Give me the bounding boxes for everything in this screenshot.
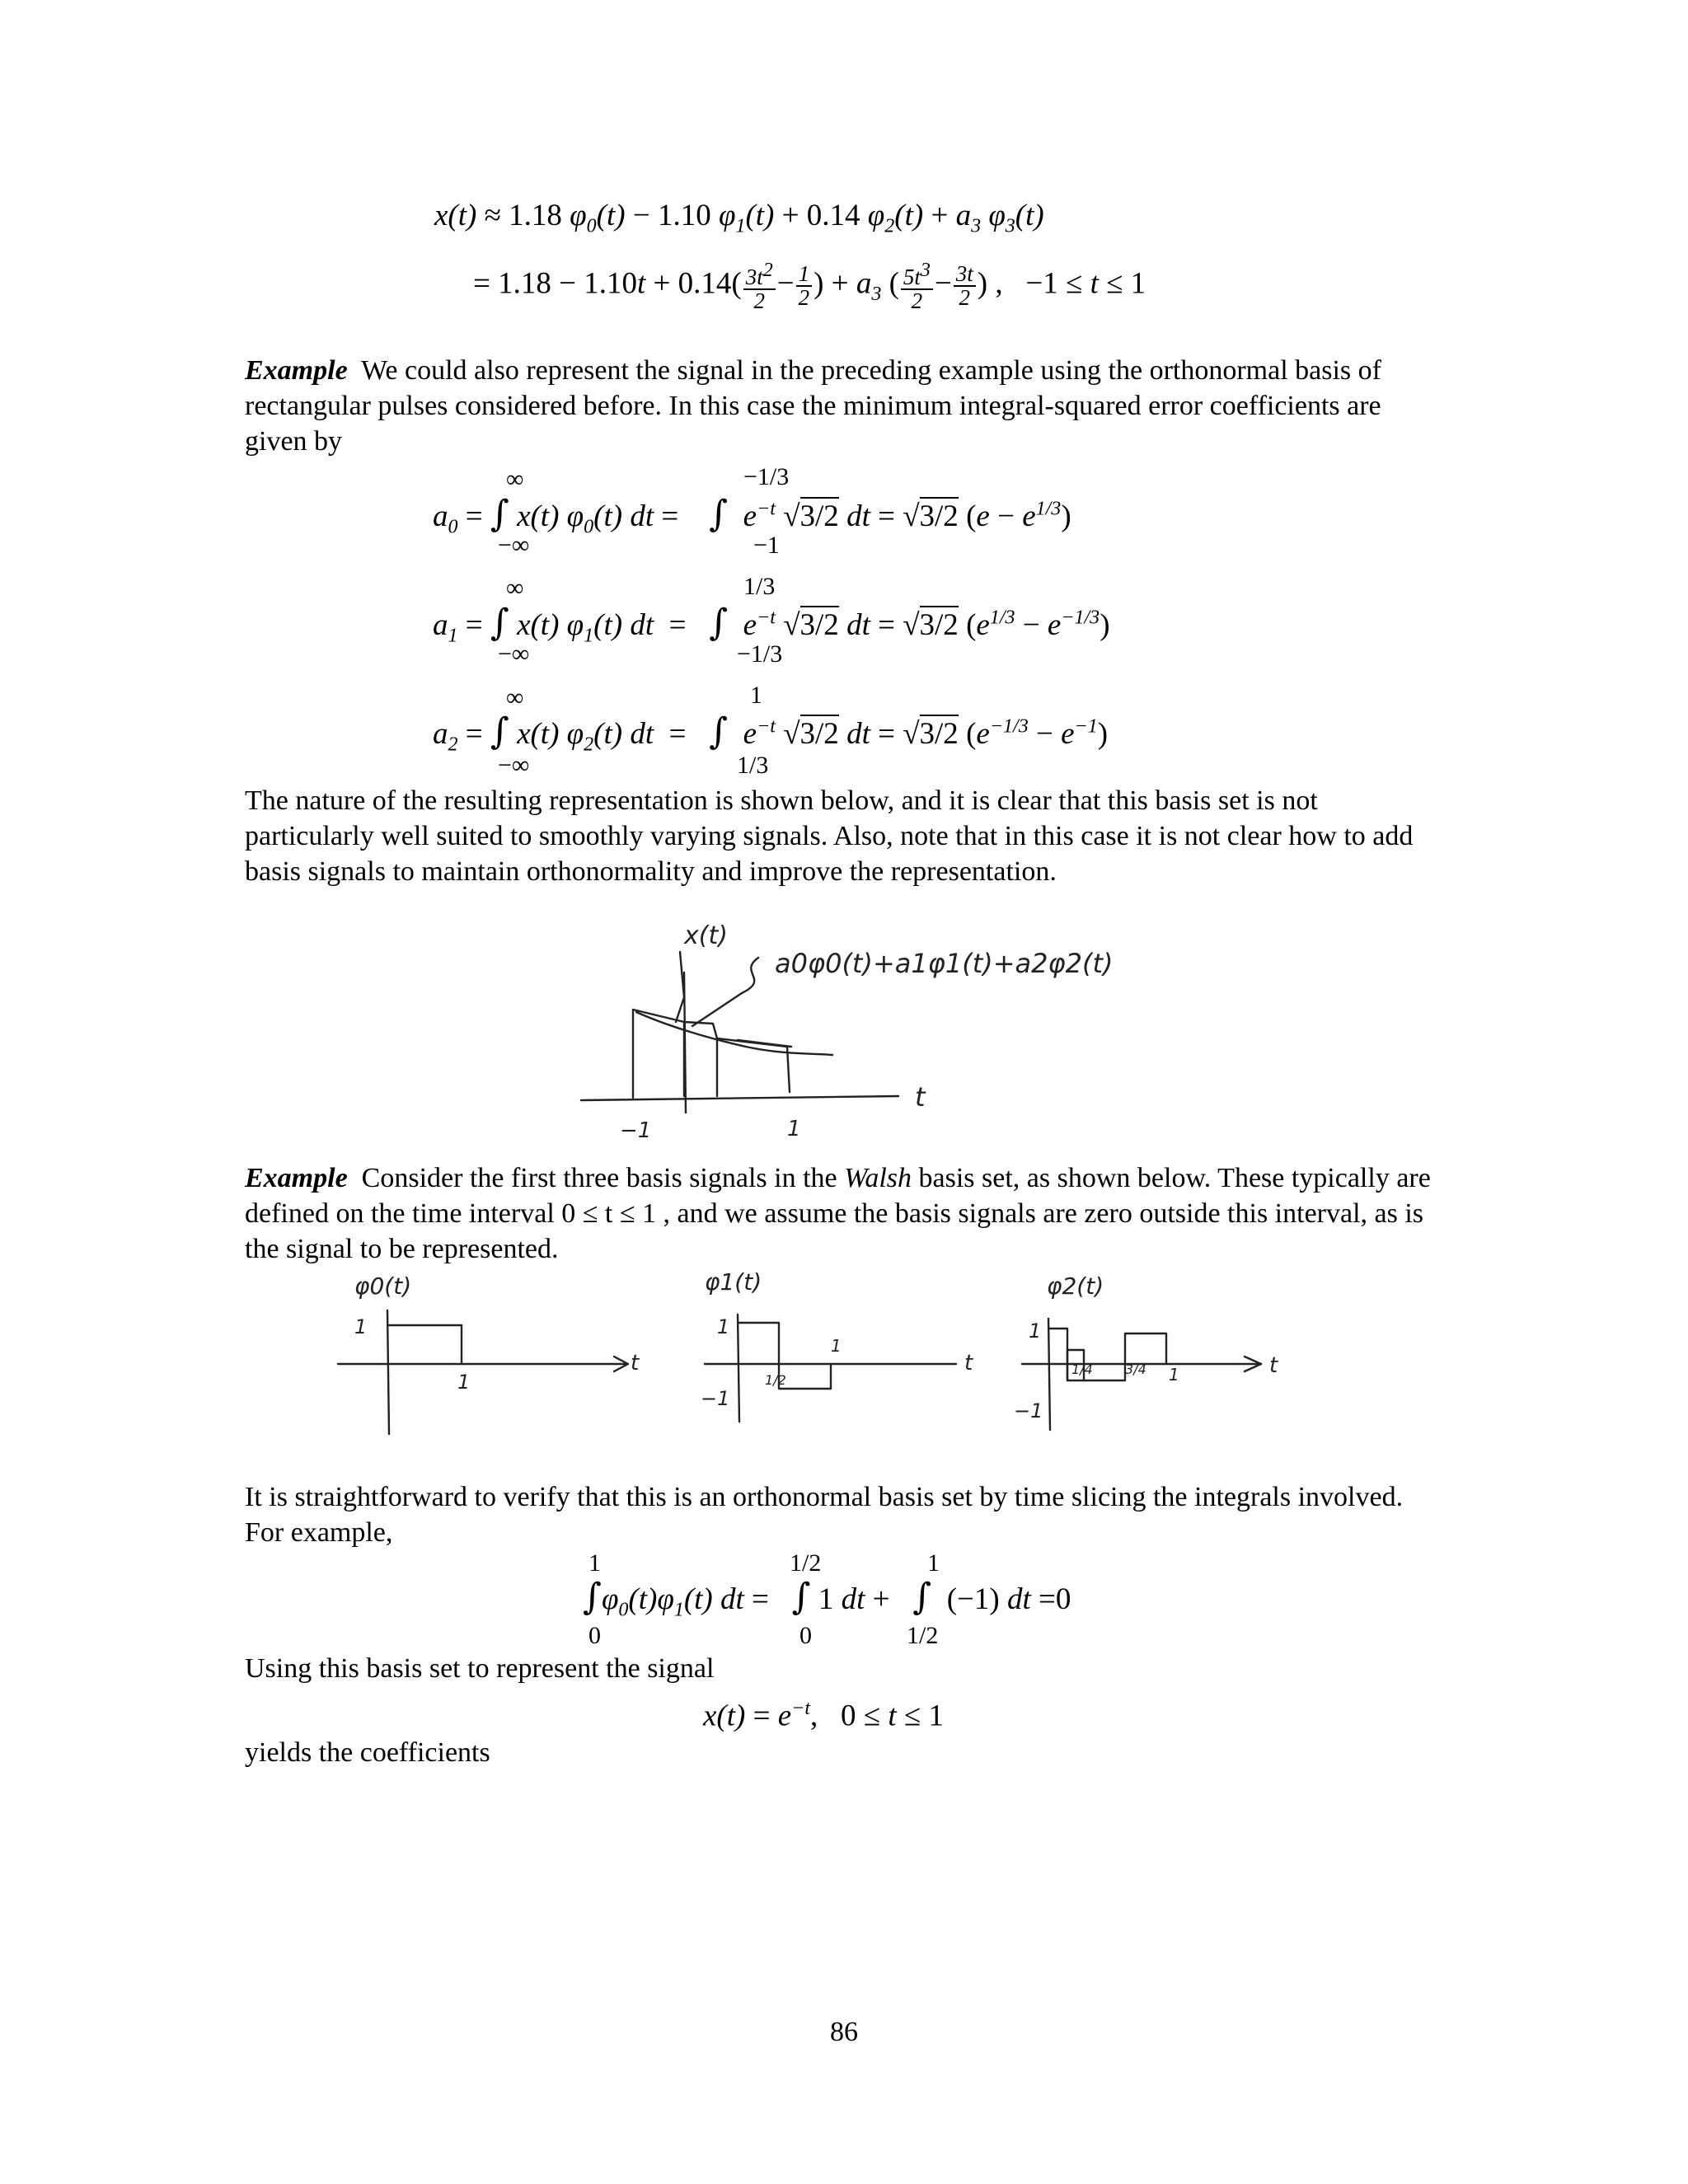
example-label: Example — [245, 355, 348, 386]
svg-text:1: 1 — [354, 1315, 368, 1338]
svg-text:1: 1 — [1029, 1319, 1042, 1343]
phi0-label: φ0(t) — [354, 1272, 412, 1300]
svg-text:1: 1 — [457, 1371, 471, 1394]
svg-text:t: t — [964, 1351, 973, 1376]
walsh-phi0 — [338, 1272, 640, 1434]
equation-a2: $a_2$ = ∫ x(t) $\varphi_2(t)$ dt = ∫ $e^{-t}$ √3/2 dt = √3/2 $(e^{-1/3} - e^{-1})$ — [433, 710, 1109, 756]
para1-text: We could also represent the signal in the preceding example using the orthonormal basis of rectangular pulses considered before. In this case the minimum integral-squared error coefficients are given by — [245, 355, 1381, 457]
paragraph-verify — [245, 1479, 1440, 1550]
tick-label-one: 1 — [787, 1117, 801, 1141]
para3-before: Consider the first three basis signals in the — [361, 1163, 837, 1193]
pulse-1 — [684, 1022, 717, 1096]
phi2-label: φ2(t) — [1047, 1272, 1104, 1300]
svg-text:1/2: 1/2 — [765, 1372, 786, 1388]
pulse-0 — [633, 1010, 684, 1098]
paragraph-nature — [245, 783, 1440, 889]
time-axis — [581, 1096, 898, 1100]
svg-text:1: 1 — [717, 1315, 730, 1338]
para2-text: The nature of the resulting representation is shown below, and it is clear that this basis set is not particularly well suited to smoothly varying signals. Also, note that in this case it is not clear how to add basis signals to maintain orthonormality and improve the representation. — [245, 785, 1414, 887]
approx-pointer — [692, 958, 758, 1026]
example-label-2: Example — [245, 1163, 348, 1193]
approx-equation-line1: x(t) ≈ 1.18 $\varphi_0(t) - 1.10$ $\varphi_1(t) + 0.14$ $\varphi_2(t) + a_3$ $\varphi_3(t)$ — [434, 199, 1044, 237]
signal-pointer — [676, 952, 684, 1022]
walsh-basis-figure — [330, 1269, 1335, 1451]
axis-label-t: t — [915, 1081, 926, 1113]
pulse-2 — [717, 1038, 790, 1092]
para4-text: It is straightforward to verify that this is an orthonormal basis set by time slicing the integrals involved. For example, — [245, 1482, 1404, 1548]
phi1-label: φ1(t) — [705, 1269, 762, 1296]
paragraph-walsh — [245, 1160, 1440, 1267]
svg-text:t: t — [1269, 1353, 1278, 1378]
svg-text:t: t — [631, 1351, 640, 1376]
walsh-phi2 — [1014, 1272, 1278, 1430]
approx-equation-line2: = 1.18 − 1.10t + 0.14( $\frac{3t^2}{2}$ − $\frac{1}{2}$ ) + $a_3$ ( $\frac{5t^3}{2}$ − $\frac{3t}{2}$ ) , −1 ≤ t ≤ 1 — [473, 260, 1146, 313]
signal-equation: $x(t) = e^{-t}$, 0 ≤ t ≤ 1 — [703, 1698, 944, 1733]
equation-a1: $a_1$ = ∫ x(t) $\varphi_1(t)$ dt = ∫ $e^{-t}$ √3/2 dt = √3/2 $(e^{1/3} - e^{-1/3})$ — [433, 602, 1110, 647]
svg-text:1/4: 1/4 — [1071, 1361, 1093, 1377]
walsh-phi1 — [701, 1269, 973, 1422]
para6-text: yields the coefficients — [245, 1737, 490, 1768]
tick-label-minus-one: −1 — [620, 1118, 652, 1143]
svg-text:1: 1 — [1169, 1365, 1179, 1385]
paragraph-using — [245, 1651, 1440, 1686]
paragraph-yields — [245, 1735, 1440, 1770]
rect-approximation-figure — [569, 915, 1195, 1154]
svg-text:1: 1 — [831, 1336, 842, 1356]
svg-text:−1: −1 — [701, 1387, 730, 1410]
walsh-word: Walsh — [844, 1163, 912, 1193]
approx-label: a0φ0(t)+a1φ1(t)+a2φ2(t) — [775, 948, 1114, 979]
equation-a0: $a_0$ = ∫ x(t) $\varphi_0(t)$ dt = ∫ $e^{-t}$ √3/2 dt = √3/2 $(e - e^{1/3})$ — [433, 493, 1071, 538]
svg-text:−1: −1 — [1014, 1399, 1043, 1422]
paragraph-example-rect — [245, 353, 1440, 459]
signal-label: x(t) — [684, 921, 728, 950]
para3-after: basis set, as shown below. These typically are defined on the time interval 0 ≤ t ≤ 1 , and we assume the basis signals are zero outside this interval, as is the signal to be represented. — [245, 1163, 1431, 1264]
para5-text: Using this basis set to represent the signal — [245, 1653, 715, 1684]
svg-text:3/4: 3/4 — [1125, 1361, 1146, 1377]
page-number: 86 — [830, 2017, 858, 2047]
